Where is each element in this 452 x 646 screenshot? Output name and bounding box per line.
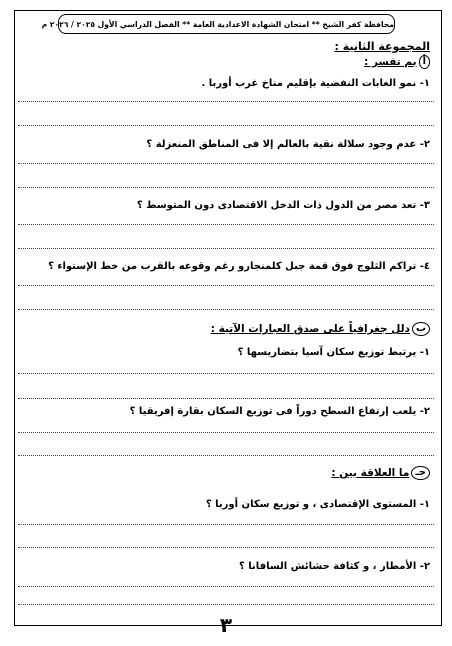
section-b-title: دلل جغرافياً على صدق العبارات الآتية : <box>210 323 410 335</box>
section-a-title: بم تفسر : <box>364 56 417 68</box>
answer-line <box>18 309 434 310</box>
answer-line <box>18 604 434 605</box>
answer-line <box>18 398 434 399</box>
question-a4: ٤- تراكم الثلوج فوق قمة جبل كلمنجارو رغم وقوعه بالقرب من خط الإستواء ؟ <box>48 261 430 272</box>
answer-line <box>18 586 434 587</box>
question-a2: ٢- عدم وجود سلالة نقية بالعالم إلا فى المناطق المنعزلة ؟ <box>146 139 430 150</box>
question-b2: ٢- يلعب إرتفاع السطح دوراً فى توزيع السكان بقارة إفريقيا ؟ <box>129 406 430 417</box>
question-b1: ١- يرتبط توزيع سكان آسيا بتضاريسها ؟ <box>237 347 430 358</box>
section-b-heading <box>211 322 430 336</box>
section-c-heading <box>331 466 430 480</box>
answer-line <box>18 224 434 225</box>
answer-line <box>18 125 434 126</box>
answer-line <box>18 248 434 249</box>
answer-line <box>18 101 434 102</box>
page-number: ٣ <box>219 613 233 637</box>
answer-line <box>18 163 434 164</box>
group-title: المجموعة الثانية : <box>334 40 430 53</box>
answer-line <box>18 524 434 525</box>
question-c1: ١- المستوى الإقتصادى ، و توزيع سكان أوربا ؟ <box>205 499 430 510</box>
section-a-heading <box>364 55 430 69</box>
section-c-title: ما العلاقة بين : <box>331 467 410 479</box>
section-c-letter: جـ <box>411 466 430 480</box>
section-b-letter: ب <box>412 322 430 336</box>
answer-line <box>18 455 434 456</box>
question-a1: ١- نمو الغابات النفضية بإقليم مناخ غرب أوربا . <box>201 78 430 89</box>
exam-header: محافظة كفر الشيخ ** امتحان الشهادة الاعدادية العامة ** الفصل الدراسي الأول ٢٠٢٥ / ٢٠٢٦ م <box>58 14 395 34</box>
section-a-letter: أ <box>419 55 430 69</box>
question-a3: ٣- تعد مصر من الدول ذات الدخل الاقتصادى دون المتوسط ؟ <box>136 200 430 211</box>
answer-line <box>18 285 434 286</box>
page-border <box>14 10 442 626</box>
answer-line <box>18 187 434 188</box>
answer-line <box>18 373 434 374</box>
answer-line <box>18 432 434 433</box>
question-c2: ٢- الأمطار ، و كثافة حشائش السافانا ؟ <box>239 561 430 572</box>
answer-line <box>18 547 434 548</box>
